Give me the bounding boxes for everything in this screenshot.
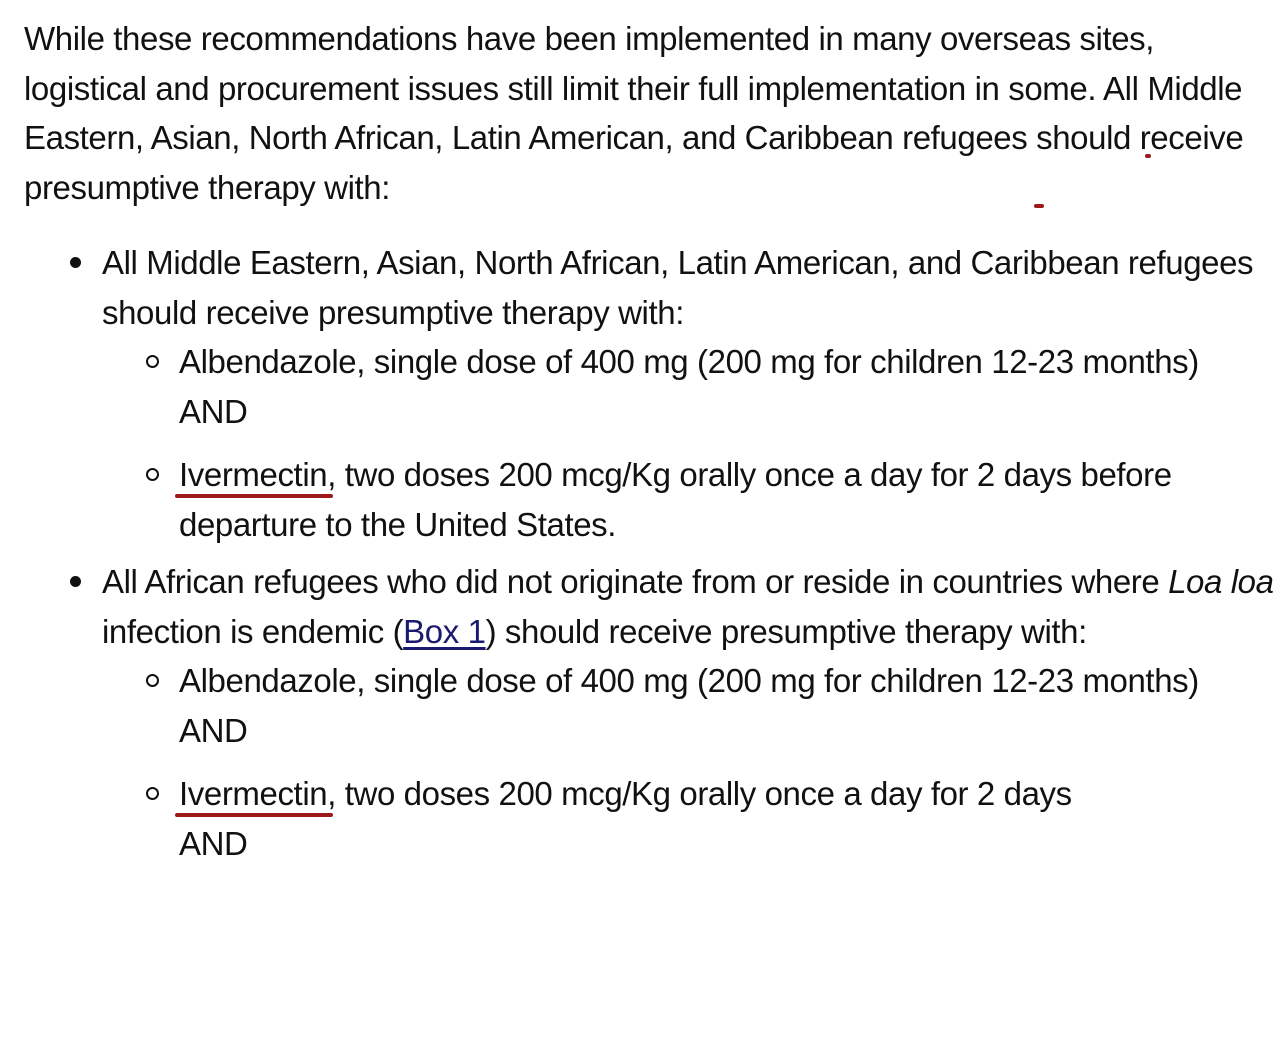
group1-sublist xyxy=(102,337,1274,549)
ivermectin-label: Ivermectin xyxy=(179,775,328,812)
document-body xyxy=(24,14,1274,882)
ivermectin-label: Ivermectin xyxy=(179,456,328,493)
group2-heading-end: ) should receive presumptive therapy with: xyxy=(485,612,1087,650)
ivermectin-highlight xyxy=(179,769,327,819)
sublist-item-albendazole xyxy=(102,656,1274,755)
albendazole-text: Albendazole, single dose of 400 mg (200 mg for children 12-23 months) xyxy=(179,662,1199,699)
ivermectin-highlight xyxy=(179,450,327,500)
intro-text: While these recommendations have been implemented in many overseas sites, logistical and procurement issues still limit their full implementation in some. All xyxy=(24,20,1155,107)
intro-colon: : xyxy=(381,168,391,206)
red-underline-annotation xyxy=(175,813,333,817)
ivermectin-text: , two doses 200 mcg/Kg orally once a day for 2 days before departure to the United States. xyxy=(179,456,1172,543)
recommendation-list xyxy=(24,238,1274,868)
group2-sublist xyxy=(102,656,1274,868)
loa-loa-italic: Loa loa xyxy=(1168,563,1274,600)
bullet-icon xyxy=(70,257,81,268)
ivermectin-text: , two doses 200 mcg/Kg orally once a day for 2 days xyxy=(327,775,1072,812)
connector-and: AND xyxy=(179,392,248,430)
red-underline-annotation xyxy=(175,494,333,498)
circle-bullet-icon xyxy=(146,468,159,481)
intro-paragraph xyxy=(24,14,1274,212)
sublist-item-ivermectin xyxy=(102,450,1274,549)
connector-and: AND xyxy=(179,711,248,749)
albendazole-text: Albendazole, single dose of 400 mg (200 mg for children 12-23 months) xyxy=(179,343,1199,380)
highlighted-text-line2: should receive presumptive therapy with xyxy=(24,119,1244,206)
circle-bullet-icon xyxy=(146,787,159,800)
connector-and: AND xyxy=(179,824,248,862)
list-item-group1 xyxy=(24,238,1274,549)
red-underline-annotation xyxy=(1034,204,1044,208)
list-item-group2 xyxy=(24,557,1274,868)
sublist-item-ivermectin xyxy=(102,769,1274,868)
group2-heading-mid: infection is endemic ( xyxy=(102,612,404,650)
sublist-item-albendazole xyxy=(102,337,1274,436)
circle-bullet-icon xyxy=(146,674,159,687)
circle-bullet-icon xyxy=(146,355,159,368)
group2-heading-start: All African refugees who did not originate from or reside in countries where xyxy=(102,563,1169,600)
group1-heading: All Middle Eastern, Asian, North African, Latin American, and Caribbean refugees should receive presumptive therapy with: xyxy=(102,244,1254,331)
box-1-link[interactable]: Box 1 xyxy=(403,612,486,650)
bullet-icon xyxy=(70,576,81,587)
highlighted-text-line1: Middle Eastern, Asian, North African, Latin American, and Caribbean refugees xyxy=(24,69,1243,156)
